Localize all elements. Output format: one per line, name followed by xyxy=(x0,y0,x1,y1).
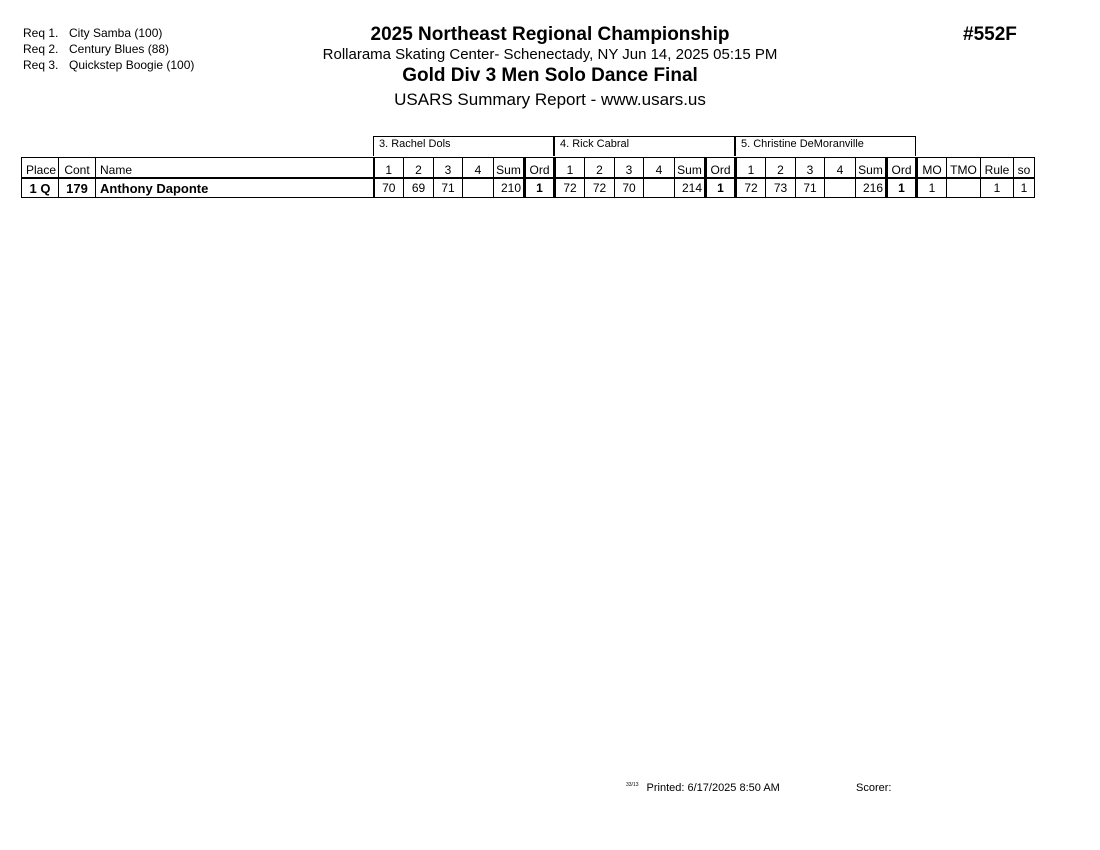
col-j1-sum: Sum xyxy=(494,158,525,179)
col-j2-ord: Ord xyxy=(706,158,736,179)
col-j1-dance-1: 1 xyxy=(374,158,404,179)
printed-timestamp: Printed: 6/17/2025 8:50 AM xyxy=(646,782,780,794)
col-place: Place xyxy=(22,158,59,179)
col-rule: Rule xyxy=(981,158,1014,179)
col-mo: MO xyxy=(917,158,947,179)
requirement-3: Req 3. Quickstep Boogie (100) xyxy=(23,58,195,72)
j3-score-2: 73 xyxy=(766,178,796,198)
j1-sum: 210 xyxy=(494,178,525,198)
result-name: Anthony Daponte xyxy=(96,178,374,198)
results-table xyxy=(21,157,1035,198)
col-j3-sum: Sum xyxy=(856,158,887,179)
col-j2-dance-2: 2 xyxy=(585,158,615,179)
result-so: 1 xyxy=(1014,178,1035,198)
col-j3-ord: Ord xyxy=(887,158,917,179)
event-title: Gold Div 3 Men Solo Dance Final xyxy=(402,65,698,86)
col-j3-dance-4: 4 xyxy=(825,158,856,179)
table-row xyxy=(22,178,1035,198)
col-j1-dance-3: 3 xyxy=(434,158,463,179)
judge-header-3: 5. Christine DeMoranville xyxy=(735,136,916,156)
j1-score-2: 69 xyxy=(404,178,434,198)
result-cont: 179 xyxy=(59,178,96,198)
printed-info xyxy=(626,782,780,794)
j2-score-4 xyxy=(644,178,675,198)
scorer-label: Scorer: xyxy=(856,782,892,794)
result-rule: 1 xyxy=(981,178,1014,198)
requirements-list xyxy=(23,25,194,73)
col-j2-dance-1: 1 xyxy=(555,158,585,179)
col-j2-sum: Sum xyxy=(675,158,706,179)
col-j2-dance-3: 3 xyxy=(615,158,644,179)
j1-score-3: 71 xyxy=(434,178,463,198)
judge-header-1: 3. Rachel Dols xyxy=(373,136,554,156)
requirement-2: Req 2. Century Blues (88) xyxy=(23,42,170,56)
j1-ord: 1 xyxy=(525,178,555,198)
j2-score-2: 72 xyxy=(585,178,615,198)
col-so: so xyxy=(1014,158,1035,179)
requirement-1: Req 1. City Samba (100) xyxy=(23,26,163,40)
j3-score-4 xyxy=(825,178,856,198)
col-j1-ord: Ord xyxy=(525,158,555,179)
j3-score-3: 71 xyxy=(796,178,825,198)
col-name: Name xyxy=(96,158,374,179)
championship-title: 2025 Northeast Regional Championship xyxy=(370,24,730,45)
event-number: #552F xyxy=(963,24,1017,45)
col-j3-dance-3: 3 xyxy=(796,158,825,179)
col-j2-dance-4: 4 xyxy=(644,158,675,179)
col-j1-dance-2: 2 xyxy=(404,158,434,179)
j2-score-1: 72 xyxy=(555,178,585,198)
j1-score-4 xyxy=(463,178,494,198)
col-tmo: TMO xyxy=(947,158,981,179)
result-mo: 1 xyxy=(917,178,947,198)
footer-code: 33/13 xyxy=(626,782,639,788)
j2-ord: 1 xyxy=(706,178,736,198)
result-place: 1 Q xyxy=(22,178,59,198)
j3-sum: 216 xyxy=(856,178,887,198)
col-j1-dance-4: 4 xyxy=(463,158,494,179)
j1-score-1: 70 xyxy=(374,178,404,198)
j3-ord: 1 xyxy=(887,178,917,198)
j2-sum: 214 xyxy=(675,178,706,198)
header-row xyxy=(22,158,1035,179)
judge-header-2: 4. Rick Cabral xyxy=(554,136,735,156)
col-j3-dance-1: 1 xyxy=(736,158,766,179)
col-cont: Cont xyxy=(59,158,96,179)
j3-score-1: 72 xyxy=(736,178,766,198)
col-j3-dance-2: 2 xyxy=(766,158,796,179)
result-tmo xyxy=(947,178,981,198)
j2-score-3: 70 xyxy=(615,178,644,198)
report-title: USARS Summary Report - www.usars.us xyxy=(394,90,706,109)
venue-date: Rollarama Skating Center- Schenectady, NY Jun 14, 2025 05:15 PM xyxy=(322,46,778,63)
